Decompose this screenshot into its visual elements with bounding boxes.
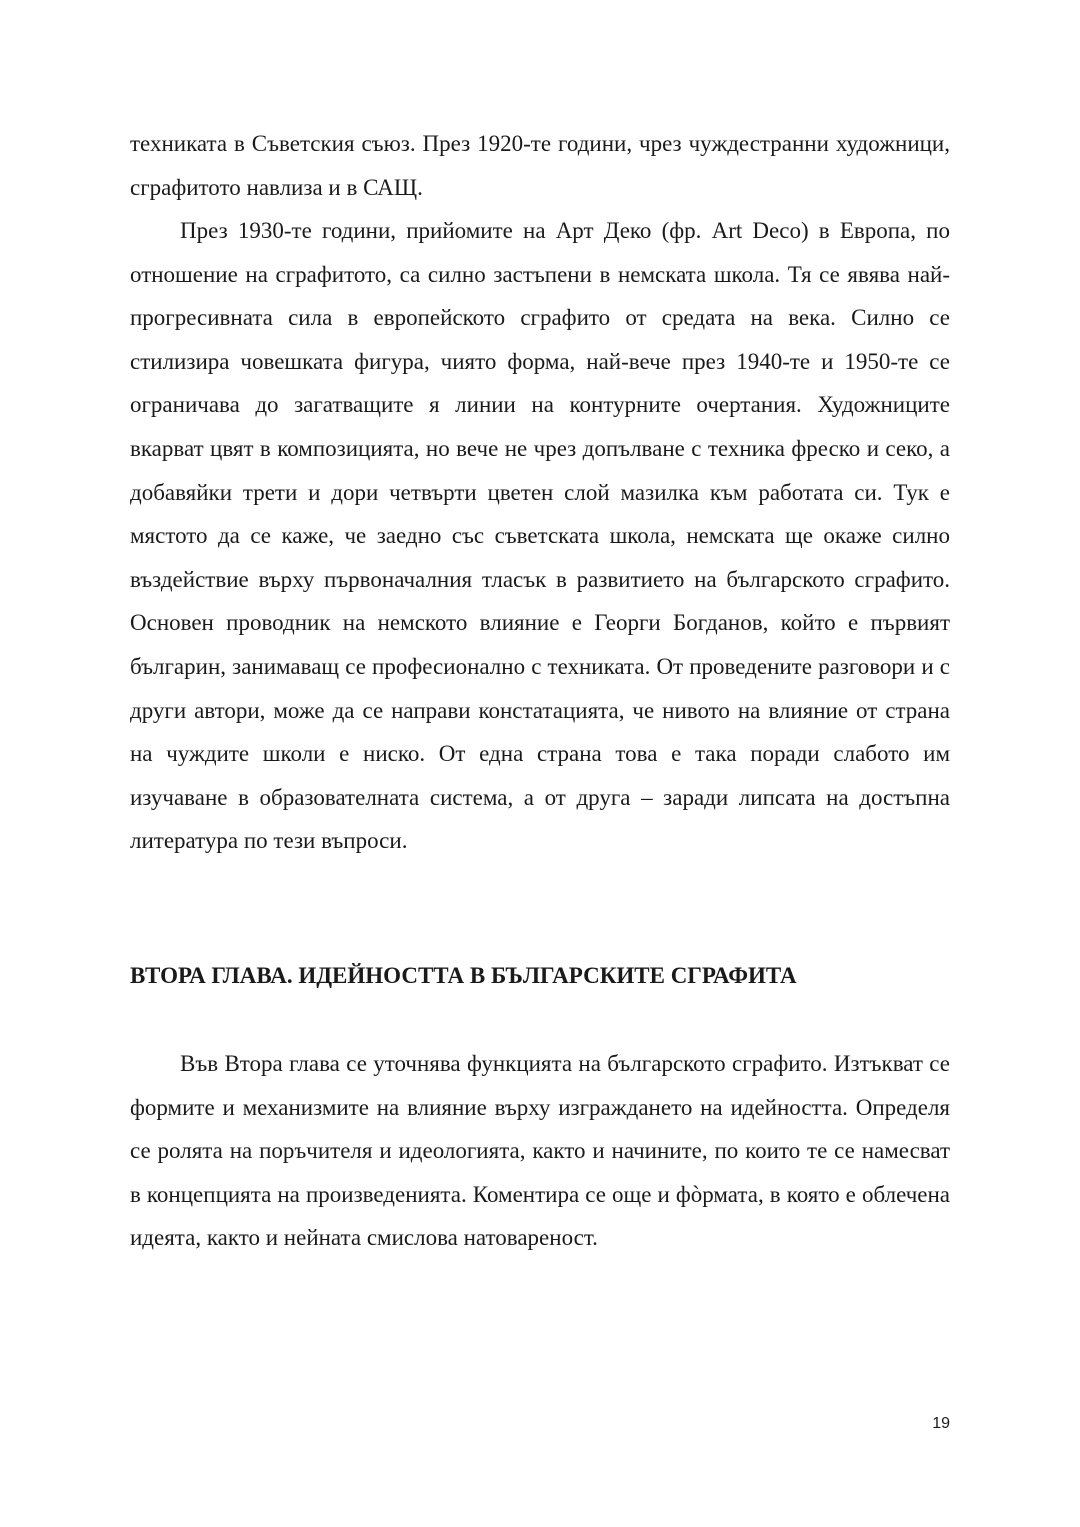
paragraph-text: Във Втора глава се уточнява функцията на българското сграфито. Изтъкват се формите и механизмите на влияние върху изграждането на идейността. Определя се ролята на поръчителя и идеологията, както и начините, по които те се намесват в концепцията на произведенията. Коментира се още и фòрмата, в която е облечена идеята, както и нейната смислова натовареност. <box>130 1051 950 1251</box>
paragraph-chapter-two-intro <box>130 1042 950 1260</box>
paragraph-continuation <box>130 122 950 209</box>
paragraph-text: техниката в Съветския съюз. През 1920-те години, чрез чуждестранни художници, сграфитото навлиза и в САЩ. <box>130 131 950 200</box>
page-number: 19 <box>932 1415 950 1432</box>
chapter-heading: ВТОРА ГЛАВА. ИДЕЙНОСТТА В БЪЛГАРСКИТЕ СГРАФИТА <box>130 963 797 988</box>
paragraph-text: През 1930-те години, прийомите на Арт Деко (фр. Art Deco) в Европа, по отношение на сграфитото, са силно застъпени в немската школа. Тя се явява най-прогресивната сила в европейското сграфито от средата на века. Силно се стилизира човешката фигура, чиято форма, най-вече през 1940-те и 1950-те се ограничава до загатващите я линии на контурните очертания. Художниците вкарват цвят в композицията, но вече не чрез допълване с техника фреско и секо, а добавяйки трети и дори четвърти цветен слой мазилка към работата си. Тук е мястото да се каже, че заедно със съветската школа, немската ще окаже силно въздействие върху първоначалния тласък в развитието на българското сграфито. Основен проводник на немското влияние е Георги Богданов, който е първият българин, занимаващ се професионално с техниката. От проведените разговори и с други автори, може да се направи констатацията, че нивото на влияние от страна на чуждите школи е ниско. От една страна това е така поради слабото им изучаване в образователната система, а от друга – заради липсата на достъпна литература по тези въпроси. <box>130 218 950 854</box>
paragraph-art-deco <box>130 209 950 863</box>
